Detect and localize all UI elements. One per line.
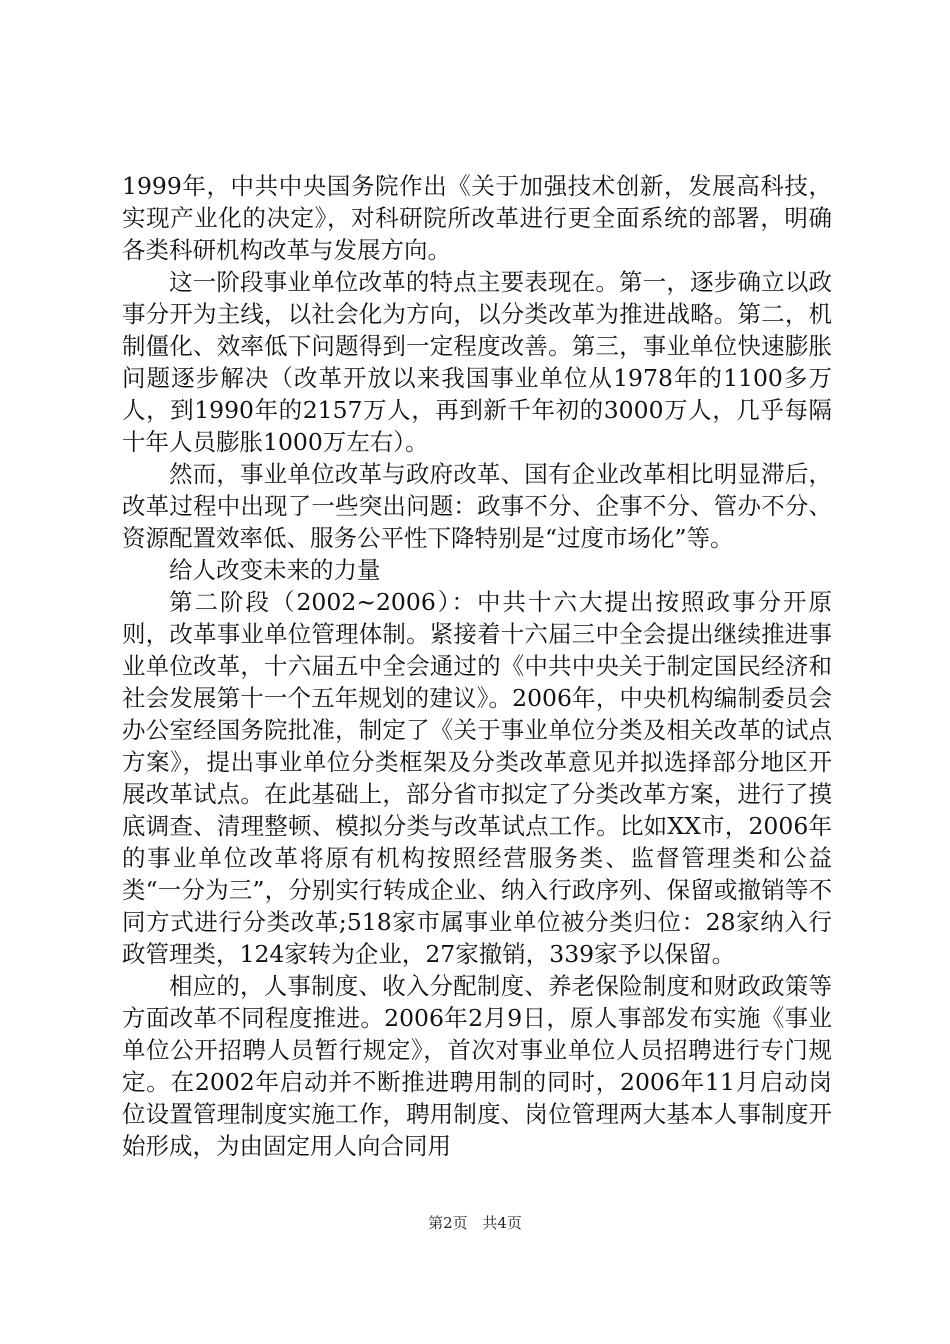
paragraph-problems: 然而，事业单位改革与政府改革、国有企业改革相比明显滞后，改革过程中出现了一些突出问题：政事不分、企事不分、管办不分、资源配置效率低、服务公平性下降特别是“过度市场化”等。 [122,460,832,552]
page-total: 共4页 [482,1214,522,1232]
page-number: 第2页 [428,1214,468,1232]
paragraph-stage-characteristics: 这一阶段事业单位改革的特点主要表现在。第一，逐步确立以政事分开为主线，以社会化为方向，以分类改革为推进战略。第二，机制僵化、效率低下问题得到一定程度改善。第三，事业单位快速膨胀问题逐步解决（改革开放以来我国事业单位从1978年的1100多万人，到1990年的2157万人，再到新千年初的3000万人，几乎每隔十年人员膨胀1000万左右）。 [122,268,832,456]
paragraph-continuation: 1999年，中共中央国务院作出《关于加强技术创新，发展高科技，实现产业化的决定》，对科研院所改革进行更全面系统的部署，明确各类科研机构改革与发展方向。 [122,172,832,264]
paragraph-slogan: 给人改变未来的力量 [169,556,381,584]
document-body [122,170,832,1162]
paragraph-second-stage: 第二阶段（2002~2006）：中共十六大提出按照政事分开原则，改革事业单位管理体制。紧接着十六届三中全会提出继续推进事业单位改革，十六届五中全会通过的《中共中央关于制定国民经济和社会发展第十一个五年规划的建议》。2006年，中央机构编制委员会办公室经国务院批准，制定了《关于事业单位分类及相关改革的试点方案》，提出事业单位分类框架及分类改革意见并拟选择部分地区开展改革试点。在此基础上，部分省市拟定了分类改革方案，进行了摸底调查、清理整顿、模拟分类与改革试点工作。比如XX市，2006年的事业单位改革将原有机构按照经营服务类、监督管理类和公益类“一分为三”，分别实行转成企业、纳入行政序列、保留或撤销等不同方式进行分类改革;518家市属事业单位被分类归位：28家纳入行政管理类，124家转为企业，27家撤销，339家予以保留。 [122,588,832,968]
page-footer [0,1213,950,1233]
paragraph-related-reforms: 相应的，人事制度、收入分配制度、养老保险制度和财政政策等方面改革不同程度推进。2006年2月9日，原人事部发布实施《事业单位公开招聘人员暂行规定》，首次对事业单位人员招聘进行专门规定。在2002年启动并不断推进聘用制的同时，2006年11月启动岗位设置管理制度实施工作，聘用制度、岗位管理两大基本人事制度开始形成，为由固定用人向合同用 [122,972,832,1160]
